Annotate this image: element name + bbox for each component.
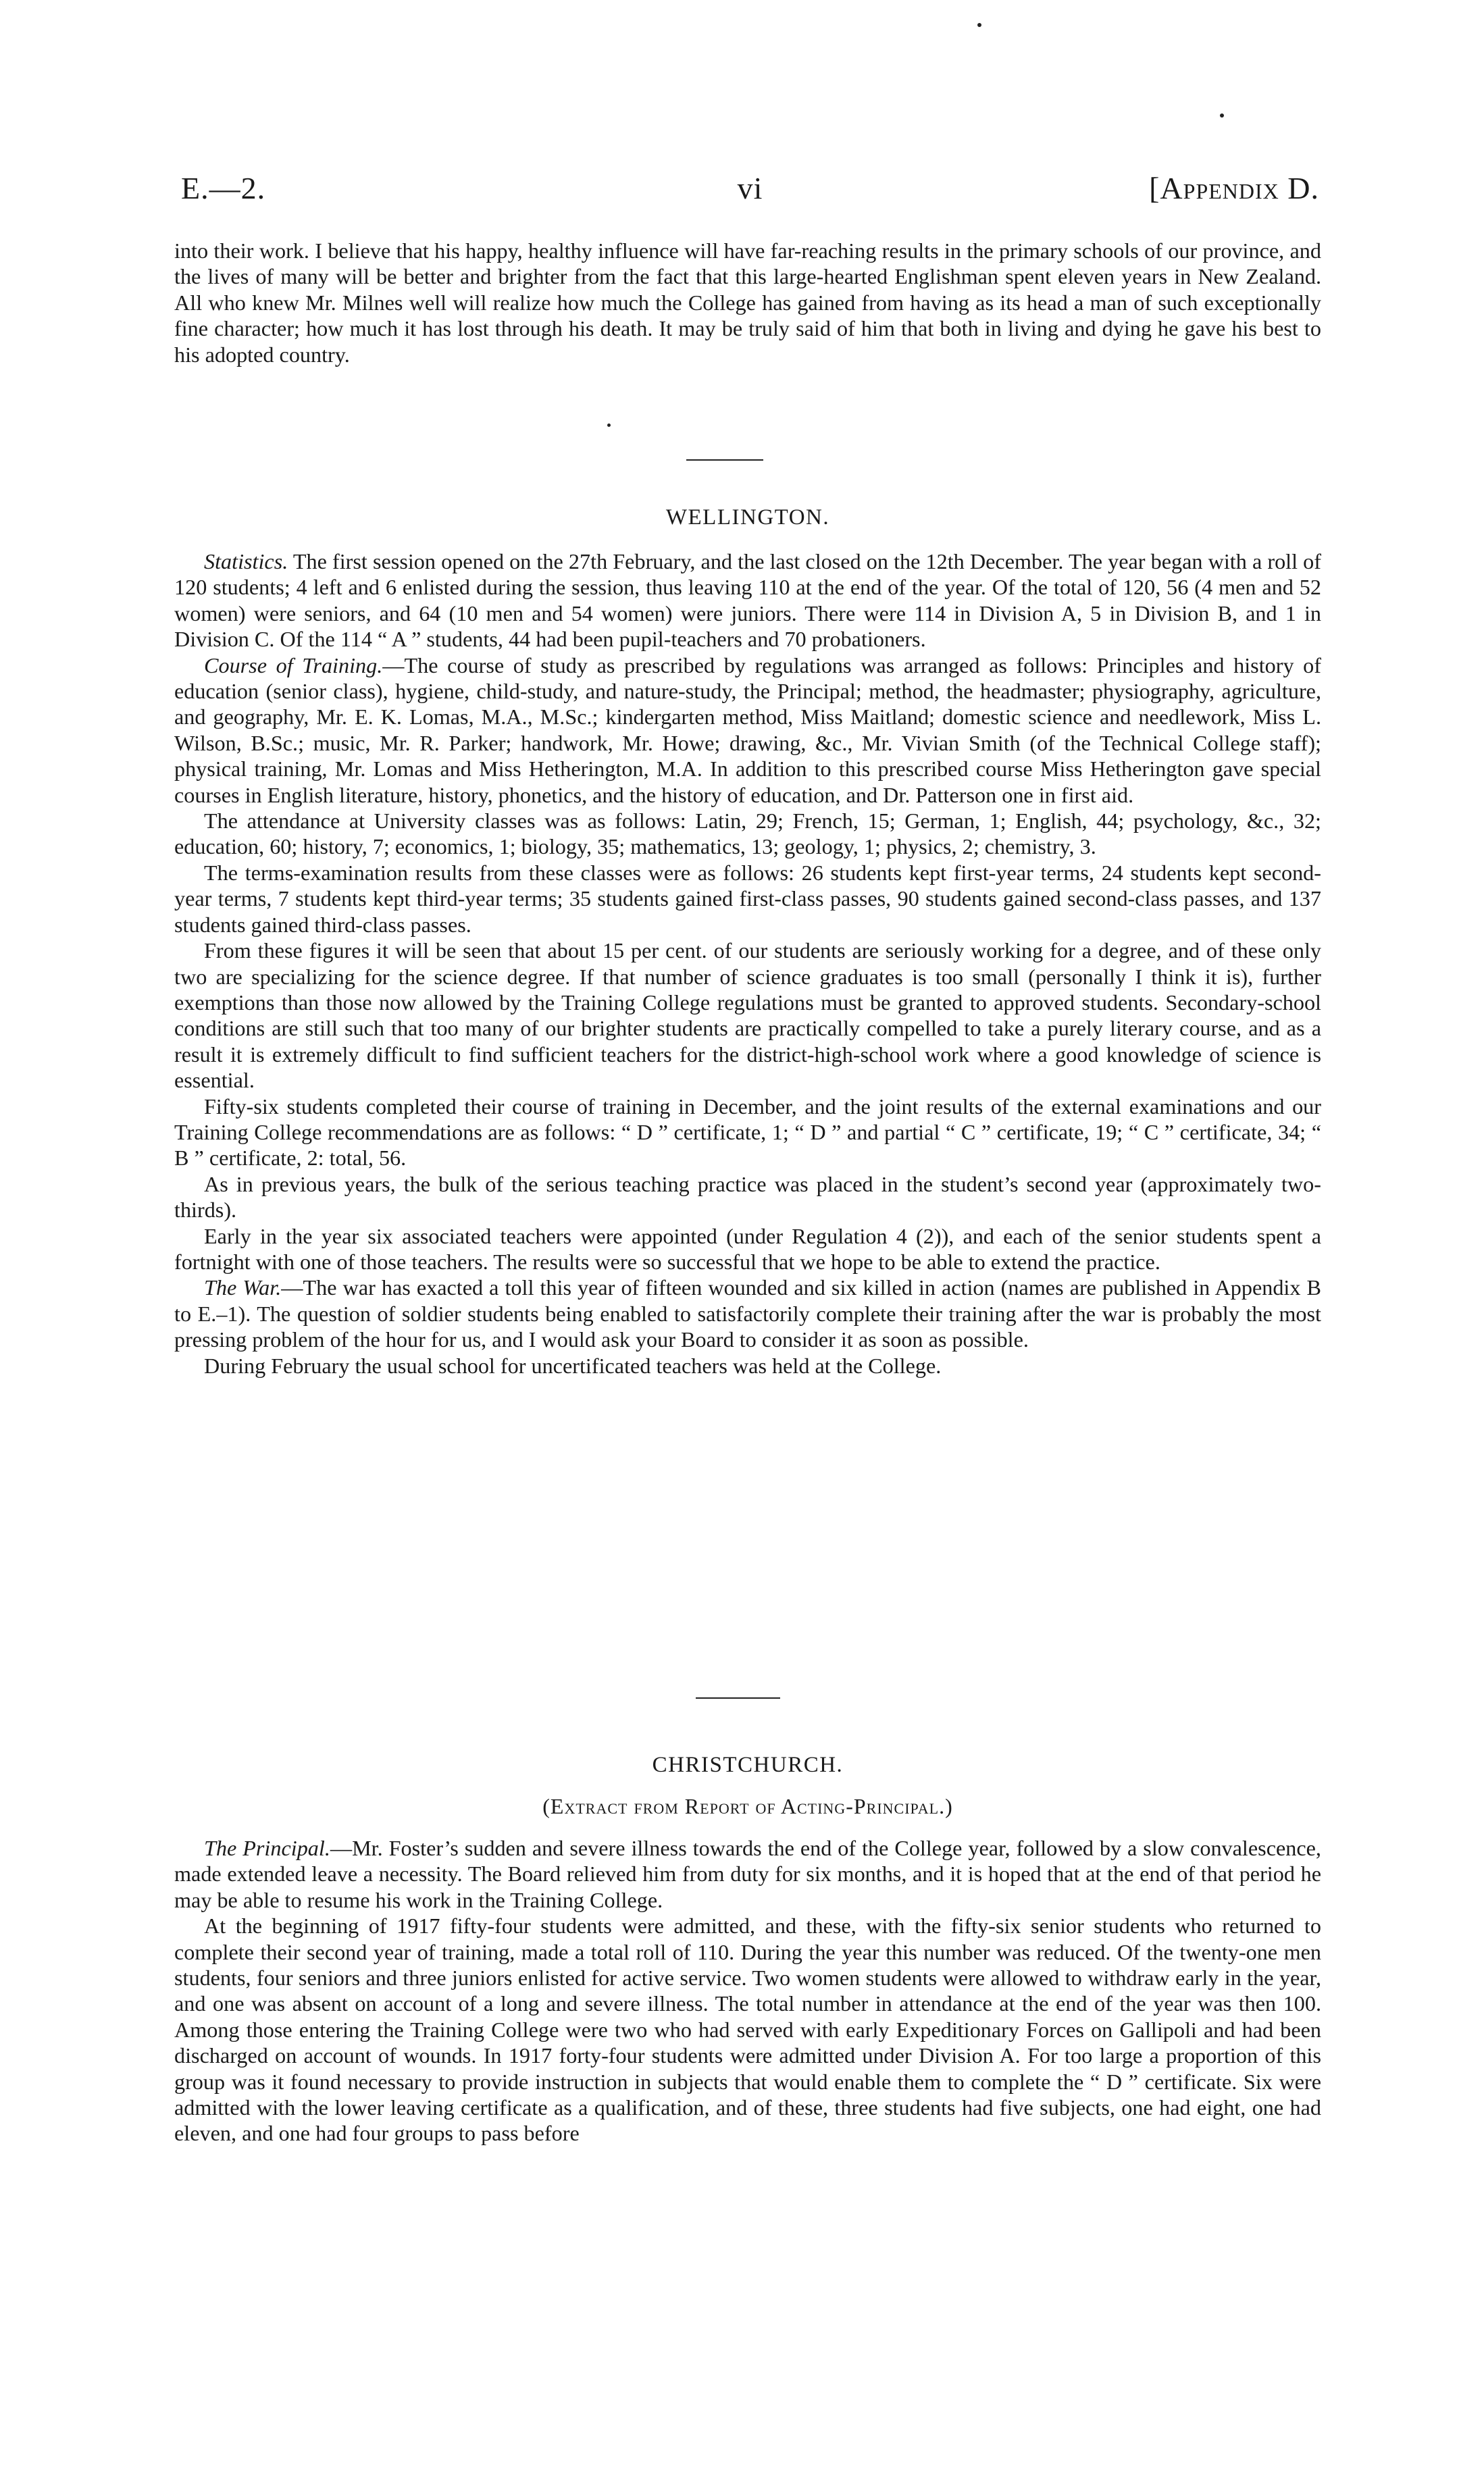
paragraph	[174, 938, 1321, 1093]
paragraph	[174, 1835, 1321, 1913]
paragraph-text: At the beginning of 1917 fifty-four students were admitted, and these, with the fifty-six senior students who returned to complete their second year of training, made a total roll of 110. During the year this number was reduced. Of the twenty-one men students, four seniors and three juniors enlisted for active service. Two women students were allowed to withdraw early in the year, and one was absent on account of a long and severe illness. The total number in attendance at the end of the year was then 100. Among those entering the Training College were two who had served with early Expeditionary Forces on Gallipoli and had been discharged on account of wounds. In 1917 forty-four students were admitted under Division A. For too large a proportion of this group was it found necessary to provide instruction in subjects that would enable them to complete the “ D ” certificate. Six were admitted with the lower leaving certificate as a qualification, and of these, three students had five subjects, one had eight, one had eleven, and one had four groups to pass before	[174, 1914, 1321, 2146]
section-subtitle: (Extract from Report of Acting-Principal.)	[542, 1794, 953, 1818]
paragraph-text: From these figures it will be seen that about 15 per cent. of our students are seriously working for a degree, and of these only two are specializing for the science degree. If that number of science graduates is too small (personally I think it is), further exemptions than those now allowed by the Training College regulations must be granted to approved students. Secondary-school conditions are still such that too many of our brighter students are practically compelled to take a purely literary course, and as a result it is extremely difficult to find sufficient teachers for the district-high-school work where a good knowledge of science is essential.	[174, 938, 1321, 1093]
paragraph-text: The terms-examination results from these classes were as follows: 26 students kept first-year terms, 24 students kept second-year terms, 7 students kept third-year terms; 35 students gained first-class passes, 90 students gained second-class passes, and 137 students gained third-class passes.	[174, 860, 1321, 937]
wellington-section	[174, 548, 1321, 1379]
paragraph-lead: The Principal.	[204, 1836, 330, 1860]
speck	[1220, 113, 1224, 118]
paragraph	[174, 1913, 1321, 2147]
paragraph-text: The first session opened on the 27th February, and the last closed on the 12th December. The year began with a roll of 120 students; 4 left and 6 enlisted during the session, thus leaving 110 at the end of the year. Of the total of 120, 56 (4 men and 52 women) were seniors, and 64 (10 men and 54 women) were juniors. There were 114 in Division A, 5 in Division B, and 1 in Division C. Of the 114 “ A ” students, 44 had been pupil-teachers and 70 probationers.	[174, 549, 1321, 652]
paragraph	[174, 808, 1321, 860]
paragraph	[174, 1094, 1321, 1171]
paragraph	[174, 1223, 1321, 1275]
section-title-wellington: WELLINGTON.	[665, 505, 830, 530]
paragraph-lead: Statistics.	[204, 549, 288, 573]
paragraph-text: —Mr. Foster’s sudden and severe illness towards the end of the College year, followed by a slow convalescence, made extended leave a necessity. The Board relieved him from duty for six months, and it is hoped that at the end of that period he may be able to resume his work in the Training College.	[174, 1836, 1321, 1912]
section-divider	[696, 1697, 780, 1699]
paragraph-text: —The course of study as prescribed by regulations was arranged as follows: Principles and history of education (senior class), hygiene, child-study, and nature-study, the Principal; method, the headmaster; physiography, agriculture, and geography, Mr. E. K. Lomas, M.A., M.Sc.; kindergarten method, Miss Maitland; domestic science and needlework, Miss L. Wilson, B.Sc.; music, Mr. R. Parker; handwork, Mr. Howe; drawing, &c., Mr. Vivian Smith (of the Technical College staff); physical training, Mr. Lomas and Miss Hetherington, M.A. In addition to this prescribed course Miss Hetherington gave special courses in English literature, history, phonetics, and the history of education, and Dr. Patterson one in first aid.	[174, 652, 1321, 807]
paragraph-text: Early in the year six associated teachers were appointed (under Regulation 4 (2)), and each of the senior students spent a fortnight with one of those teachers. The results were so successful that we hope to be able to extend the practice.	[174, 1223, 1321, 1274]
header-reference: E.—2.	[181, 171, 266, 205]
paragraph-text: The attendance at University classes was as follows: Latin, 29; French, 15; German, 1; English, 44; psychology, &c., 32; education, 60; history, 7; economics, 1; biology, 35; mathematics, 13; geology, 1; physics, 2; chemistry, 3.	[174, 809, 1321, 859]
section-divider	[686, 459, 763, 461]
section-title-christchurch: CHRISTCHURCH.	[652, 1753, 844, 1777]
paragraph-text: —The war has exacted a toll this year of fifteen wounded and six killed in action (names are published in Appendix B to E.–1). The question of soldier students being enabled to satisfactorily complete their training after the war is probably the most pressing problem of the hour for us, and I would ask your Board to consider it as soon as possible.	[174, 1275, 1321, 1352]
paragraph	[174, 1275, 1321, 1352]
page-header	[181, 170, 1319, 217]
paragraph	[174, 1171, 1321, 1223]
paragraph	[174, 548, 1321, 652]
paragraph-text: Fifty-six students completed their course of training in December, and the joint results of the external examinations and our Training College recommendations are as follows: “ D ” certificate, 1; “ D ” and partial “ C ” certificate, 19; “ C ” certificate, 34; “ B ” certificate, 2: total, 56.	[174, 1094, 1321, 1171]
header-appendix: [Appendix D.	[1149, 171, 1319, 205]
paragraph: into their work. I believe that his happy, healthy influence will have far-reaching results in the primary schools of our province, and the lives of many will be better and brighter from the fact that this large-hearted Englishman spent eleven years in New Zealand. All who knew Mr. Milnes well will realize how much the College has gained from having as its head a man of such exceptionally fine character; how much it has lost through his death. It may be truly said of him that both in living and dying he gave his best to his adopted country.	[174, 238, 1321, 367]
paragraph	[174, 1353, 1321, 1379]
christchurch-section	[174, 1835, 1321, 2147]
paragraph-text: As in previous years, the bulk of the serious teaching practice was placed in the student’s second year (approximately two-thirds).	[174, 1171, 1321, 1223]
paragraph	[174, 652, 1321, 808]
paragraph	[174, 860, 1321, 938]
intro-section	[174, 238, 1321, 367]
page-number: vi	[737, 171, 763, 205]
paragraph-lead: The War.	[204, 1275, 282, 1300]
speck	[977, 23, 981, 27]
paragraph-lead: Course of Training.	[204, 652, 383, 677]
paragraph-text: During February the usual school for uncertificated teachers was held at the College.	[204, 1353, 942, 1378]
speck	[607, 424, 611, 427]
